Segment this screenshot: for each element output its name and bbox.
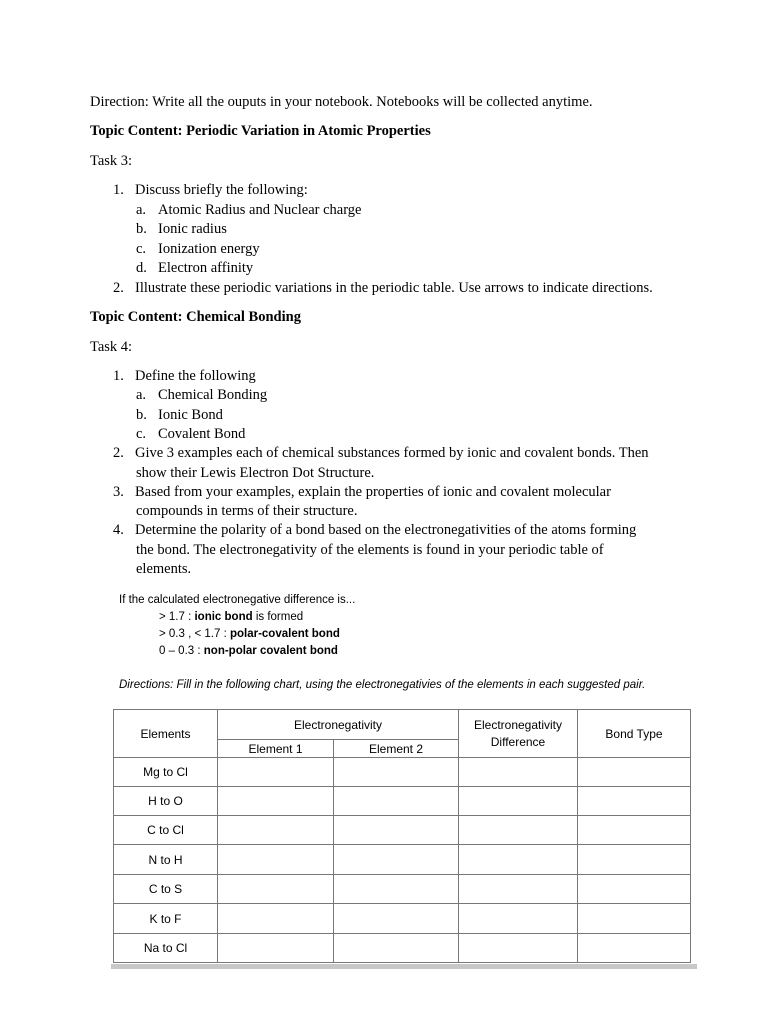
row-pair: C to Cl [114, 816, 218, 845]
task3-sub-b [136, 220, 227, 240]
task4-sub-a [136, 386, 267, 406]
task4-item-2-cont: show their Lewis Electron Dot Structure. [136, 465, 375, 481]
direction-text: Direction: Write all the ouputs in your notebook. Notebooks will be collected anytime. [90, 94, 593, 110]
cell-bond-type[interactable] [578, 758, 691, 787]
cell-element-1[interactable] [218, 845, 334, 875]
table-row [114, 904, 691, 934]
cell-element-1[interactable] [218, 758, 334, 787]
cell-element-2[interactable] [334, 934, 459, 963]
header-bond-type: Bond Type [578, 710, 691, 758]
sub-letter: d. [136, 260, 147, 276]
cell-element-2[interactable] [334, 787, 459, 816]
cell-element-2[interactable] [334, 845, 459, 875]
rule-nonpolar [159, 645, 338, 657]
sub-text: Ionization energy [158, 241, 260, 257]
task3-item-2 [113, 279, 653, 299]
row-pair: Mg to Cl [114, 758, 218, 787]
item-number: 1. [113, 368, 124, 384]
sub-letter: c. [136, 241, 147, 257]
header-element-1: Element 1 [218, 740, 334, 758]
item-text: Define the following [135, 368, 256, 384]
sub-letter: b. [136, 407, 147, 423]
row-pair: C to S [114, 875, 218, 904]
cell-bond-type[interactable] [578, 845, 691, 875]
header-electronegativity: Electronegativity [218, 710, 459, 740]
row-pair: Na to Cl [114, 934, 218, 963]
row-pair: N to H [114, 845, 218, 875]
table-row [114, 787, 691, 816]
task4-item-2 [113, 444, 649, 464]
cell-difference[interactable] [459, 787, 578, 816]
cell-element-2[interactable] [334, 904, 459, 934]
cell-element-1[interactable] [218, 787, 334, 816]
cell-bond-type[interactable] [578, 816, 691, 845]
rule-range: 0 – 0.3 : [159, 645, 204, 657]
sub-text: Electron affinity [158, 260, 254, 276]
task4-item-4-cont2: elements. [136, 561, 192, 577]
cell-difference[interactable] [459, 816, 578, 845]
cell-difference[interactable] [459, 904, 578, 934]
header-elements: Elements [114, 710, 218, 758]
sub-letter: a. [136, 202, 147, 218]
item-text: Illustrate these periodic variations in the periodic table. Use arrows to indicate directions. [135, 280, 653, 296]
task4-label: Task 4: [90, 339, 133, 355]
topic-heading-periodic: Topic Content: Periodic Variation in Atomic Properties [90, 123, 431, 139]
task4-item-1 [113, 367, 256, 387]
item-number: 4. [113, 522, 124, 538]
sub-text: Chemical Bonding [158, 387, 268, 403]
rule-suffix: is formed [252, 611, 304, 623]
cell-element-1[interactable] [218, 875, 334, 904]
task4-item-3-cont: compounds in terms of their structure. [136, 503, 358, 519]
cell-difference[interactable] [459, 934, 578, 963]
item-number: 2. [113, 445, 124, 461]
item-text-line1: Determine the polarity of a bond based on the electronegativities of the atoms forming [135, 522, 637, 538]
sub-letter: b. [136, 221, 147, 237]
header-difference-line1: Electronegativity [473, 717, 563, 732]
item-text-line1: Based from your examples, explain the properties of ionic and covalent molecular [135, 484, 611, 500]
sub-text: Atomic Radius and Nuclear charge [158, 202, 362, 218]
topic-heading-bonding: Topic Content: Chemical Bonding [90, 309, 301, 325]
task4-sub-c [136, 425, 245, 445]
rule-bond-name: ionic bond [194, 611, 253, 623]
table-row [114, 816, 691, 845]
chart-directions: Directions: Fill in the following chart, using the electronegativies of the elements in each suggested pair. [119, 679, 646, 691]
task3-item-1 [113, 181, 308, 201]
cell-bond-type[interactable] [578, 787, 691, 816]
table-row [114, 845, 691, 875]
page-bottom-edge [111, 964, 697, 969]
item-text-line1: Give 3 examples each of chemical substances formed by ionic and covalent bonds. Then [135, 445, 649, 461]
task3-label: Task 3: [90, 153, 133, 169]
task3-sub-d [136, 259, 253, 279]
task3-sub-a [136, 201, 361, 221]
cell-bond-type[interactable] [578, 934, 691, 963]
row-pair: K to F [114, 904, 218, 934]
rule-ionic [159, 611, 303, 623]
cell-difference[interactable] [459, 875, 578, 904]
cell-element-1[interactable] [218, 816, 334, 845]
cell-element-2[interactable] [334, 816, 459, 845]
cell-difference[interactable] [459, 758, 578, 787]
task4-item-4-cont1: the bond. The electronegativity of the elements is found in your periodic table of [136, 542, 604, 558]
task4-sub-b [136, 406, 223, 426]
item-text: Discuss briefly the following: [135, 182, 308, 198]
electronegativity-chart [113, 709, 691, 963]
cell-element-1[interactable] [218, 934, 334, 963]
cell-bond-type[interactable] [578, 875, 691, 904]
cell-bond-type[interactable] [578, 904, 691, 934]
table-row [114, 875, 691, 904]
header-element-2: Element 2 [334, 740, 459, 758]
rule-polar [159, 628, 340, 640]
item-number: 3. [113, 484, 124, 500]
cell-element-1[interactable] [218, 904, 334, 934]
rule-bond-name: non-polar covalent bond [203, 645, 338, 657]
cell-element-2[interactable] [334, 758, 459, 787]
cell-element-2[interactable] [334, 875, 459, 904]
row-pair: H to O [114, 787, 218, 816]
rule-bond-name: polar-covalent bond [229, 628, 340, 640]
rule-range: > 0.3 , < 1.7 : [159, 628, 230, 640]
item-number: 1. [113, 182, 124, 198]
header-difference [459, 710, 578, 758]
sub-letter: c. [136, 426, 147, 442]
item-number: 2. [113, 280, 124, 296]
task4-item-4 [113, 521, 636, 541]
sub-text: Ionic Bond [158, 407, 223, 423]
task4-item-3 [113, 483, 611, 503]
table-row [114, 934, 691, 963]
table-row [114, 758, 691, 787]
sub-letter: a. [136, 387, 147, 403]
rule-range: > 1.7 : [159, 611, 195, 623]
rules-intro: If the calculated electronegative difference is... [119, 594, 356, 606]
cell-difference[interactable] [459, 845, 578, 875]
sub-text: Covalent Bond [158, 426, 246, 442]
task3-sub-c [136, 240, 260, 260]
sub-text: Ionic radius [158, 221, 227, 237]
header-difference-line2: Difference [490, 734, 546, 749]
